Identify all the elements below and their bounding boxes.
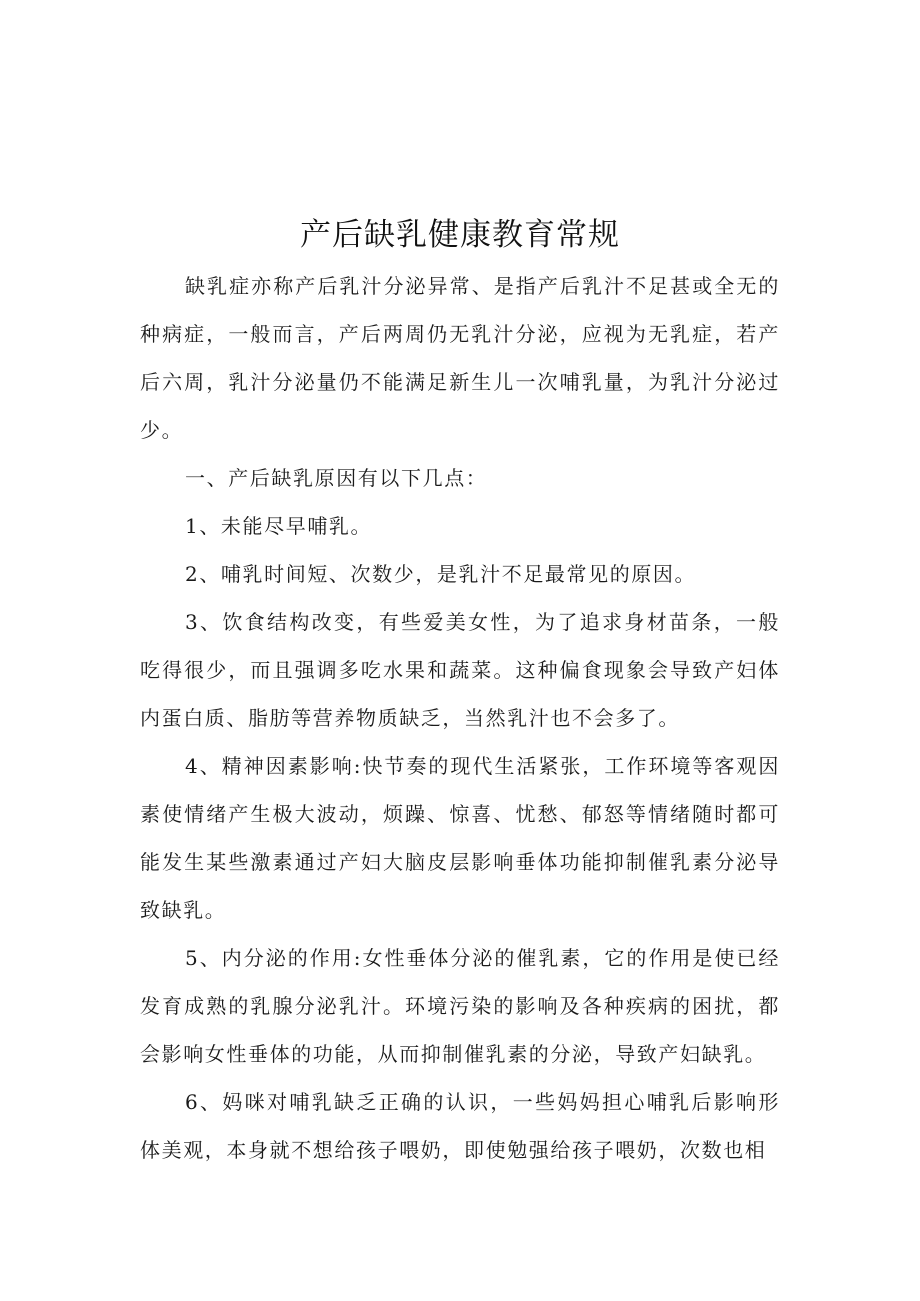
section-heading-causes: 一、产后缺乳原因有以下几点： [185, 466, 488, 490]
list-item-cause-1: 1、未能尽早哺乳。 [185, 514, 373, 538]
list-item-cause-3: 3、饮食结构改变，有些爱美女性，为了追求身材苗条，一般吃得很少，而且强调多吃水果和蔬菜。这种偏食现象会导致产妇体内蛋白质、脂肪等营养物质缺乏，当然乳汁也不会多了。 [140, 610, 780, 730]
list-item-cause-2: 2、哺乳时间短、次数少，是乳汁不足最常见的原因。 [185, 562, 697, 586]
document-body [140, 262, 780, 1174]
list-item-cause-4: 4、精神因素影响:快节奏的现代生活紧张，工作环境等客观因素使情绪产生极大波动，烦躁、惊喜、忧愁、郁怒等情绪随时都可能发生某些激素通过产妇大脑皮层影响垂体功能抑制催乳素分泌导致缺乳。 [140, 754, 780, 922]
page-title: 产后缺乳健康教育常规 [300, 217, 620, 253]
list-item-cause-5: 5、内分泌的作用:女性垂体分泌的催乳素，它的作用是使已经发育成熟的乳腺分泌乳汁。环境污染的影响及各种疾病的困扰，都会影响女性垂体的功能，从而抑制催乳素的分泌，导致产妇缺乳。 [140, 946, 780, 1066]
paragraph-intro: 缺乳症亦称产后乳汁分泌异常、是指产后乳汁不足甚或全无的种病症，一般而言，产后两周仍无乳汁分泌，应视为无乳症，若产后六周，乳汁分泌量仍不能满足新生儿一次哺乳量，为乳汁分泌过少。 [140, 274, 780, 442]
list-item-cause-6: 6、妈咪对哺乳缺乏正确的认识，一些妈妈担心哺乳后影响形体美观，本身就不想给孩子喂奶，即使勉强给孩子喂奶，次数也相 [140, 1090, 780, 1162]
